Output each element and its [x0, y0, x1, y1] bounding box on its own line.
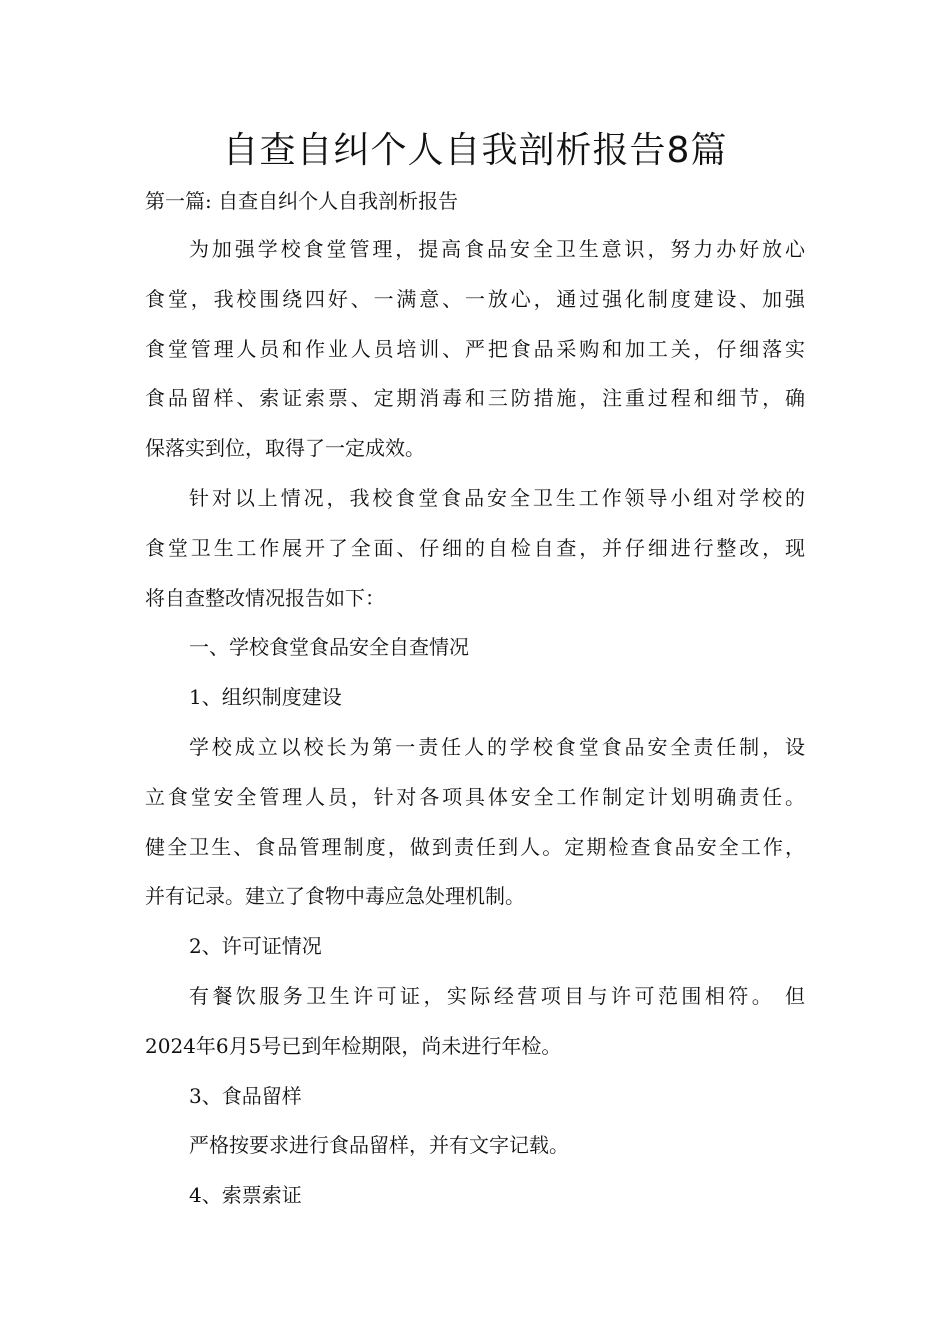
document-body — [145, 225, 805, 1221]
paragraph-line: 针对以上情况，我校食堂食品安全卫生工作领导小组对学校的 — [189, 485, 805, 510]
paragraph-line: 食堂，我校围绕四好、一满意、一放心，通过强化制度建设、加强 — [145, 286, 805, 311]
heading-1 — [145, 623, 805, 673]
heading-text: 3、食品留样 — [189, 1083, 302, 1108]
paragraph-3 — [145, 723, 805, 922]
paragraph-line: 将自查整改情况报告如下： — [145, 585, 385, 610]
paragraph-5 — [145, 1121, 805, 1171]
heading-1-4 — [145, 1171, 805, 1221]
paragraph-line: 2024年6月5号已到年检期限，尚未进行年检。 — [145, 1033, 562, 1058]
heading-text: 一、学校食堂食品安全自查情况 — [189, 635, 469, 660]
heading-text: 4、索票索证 — [189, 1183, 302, 1208]
heading-1-1 — [145, 673, 805, 723]
document-title: 自查自纠个人自我剖析报告8篇 — [222, 130, 728, 171]
paragraph-line: 并有记录。建立了食物中毒应急处理机制。 — [145, 884, 525, 909]
heading-1-3 — [145, 1072, 805, 1122]
heading-text: 2、许可证情况 — [189, 934, 322, 959]
paragraph-line: 健全卫生、食品管理制度，做到责任到人。定期检查食品安全工作， — [145, 834, 805, 859]
section-heading: 第一篇: 自查自纠个人自我剖析报告 — [145, 189, 459, 213]
paragraph-4 — [145, 972, 805, 1072]
paragraph-line: 严格按要求进行食品留样，并有文字记载。 — [189, 1133, 569, 1158]
paragraph-line: 立食堂安全管理人员，针对各项具体安全工作制定计划明确责任。 — [145, 784, 805, 809]
paragraph-line: 食堂卫生工作展开了全面、仔细的自检自查，并仔细进行整改，现 — [145, 535, 805, 560]
paragraph-line: 有餐饮服务卫生许可证，实际经营项目与许可范围相符。 但 — [189, 983, 805, 1008]
heading-1-2 — [145, 922, 805, 972]
paragraph-line: 食堂管理人员和作业人员培训、严把食品采购和加工关，仔细落实 — [145, 336, 805, 361]
paragraph-line: 食品留样、索证索票、定期消毒和三防措施，注重过程和细节，确 — [145, 386, 805, 411]
paragraph-line: 为加强学校食堂管理，提高食品安全卫生意识，努力办好放心 — [189, 237, 805, 261]
paragraph-line: 保落实到位，取得了一定成效。 — [145, 436, 425, 461]
paragraph-2 — [145, 474, 805, 623]
heading-text: 1、组织制度建设 — [189, 685, 342, 710]
paragraph-1 — [145, 225, 805, 474]
paragraph-line: 学校成立以校长为第一责任人的学校食堂食品安全责任制，设 — [189, 734, 805, 759]
